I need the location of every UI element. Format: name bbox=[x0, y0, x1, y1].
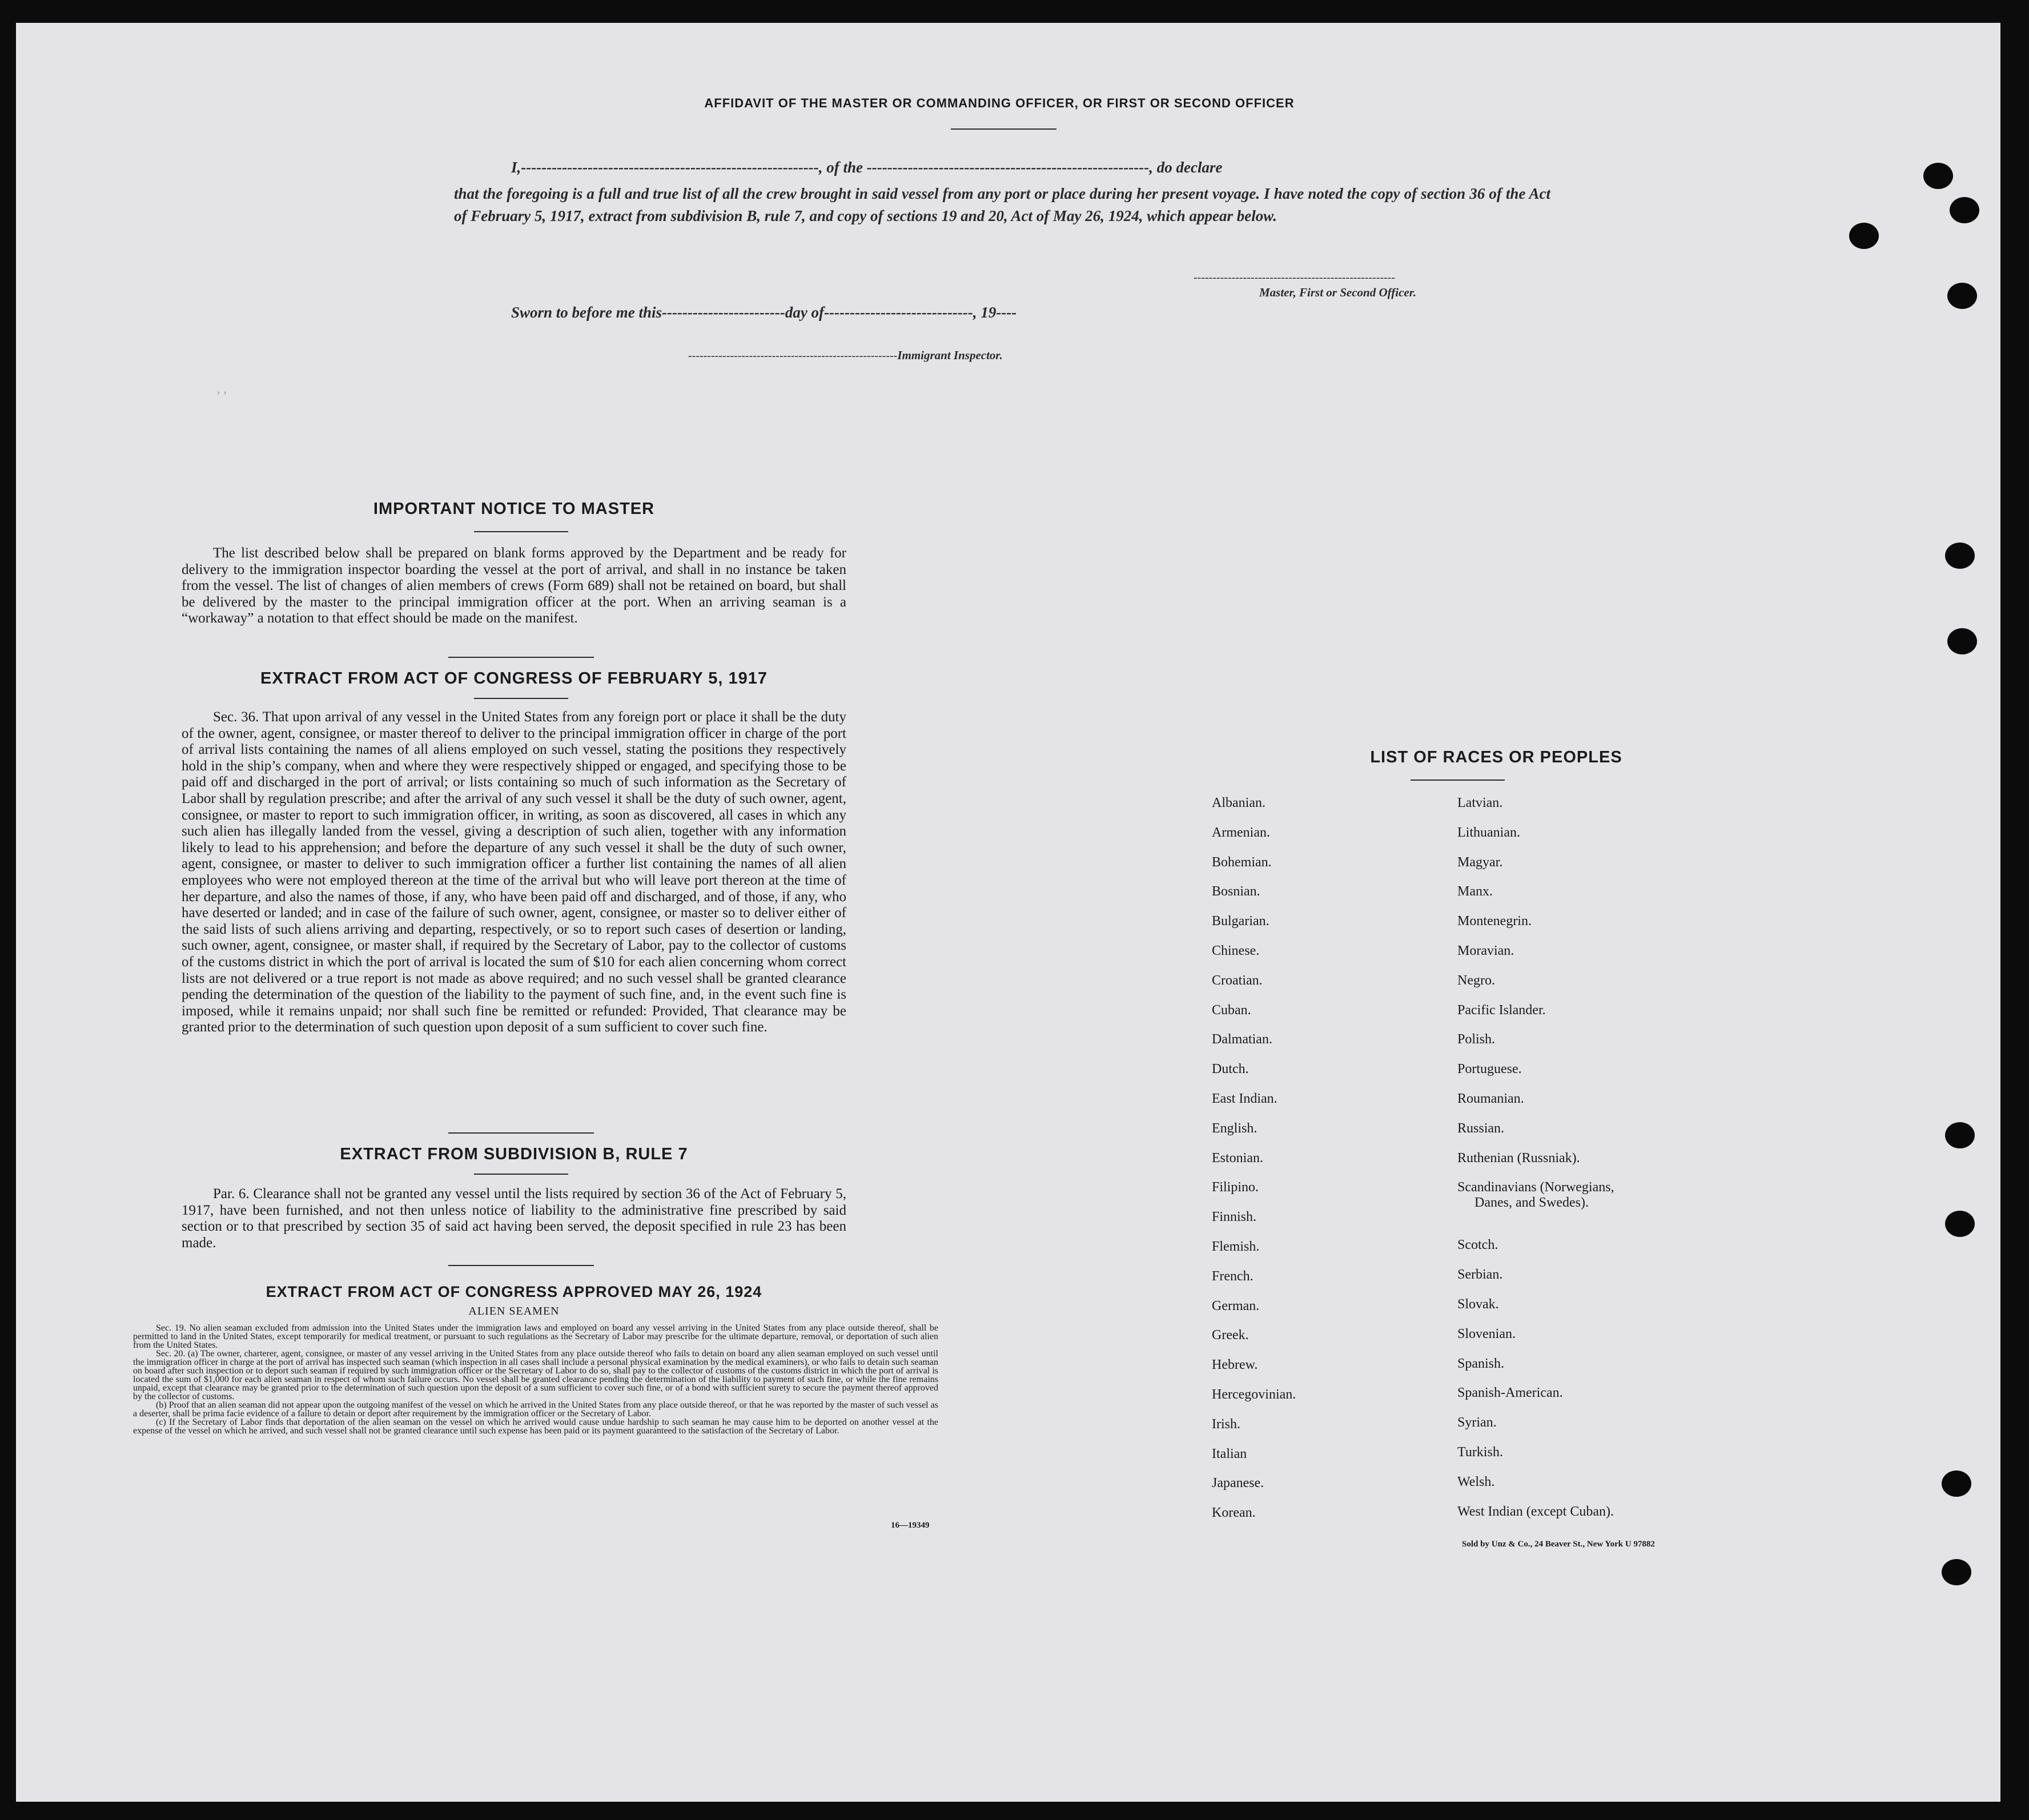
punch-hole bbox=[1942, 1471, 1971, 1497]
race-item: Pacific Islander. bbox=[1457, 1002, 1546, 1018]
signature-caption: Master, First or Second Officer. bbox=[1259, 286, 1416, 299]
race-item: Bulgarian. bbox=[1212, 914, 1269, 929]
race-item: Scandinavians (Norwegians, bbox=[1457, 1180, 1614, 1195]
race-item: Negro. bbox=[1457, 973, 1495, 988]
punch-hole bbox=[1947, 283, 1977, 309]
notice-title: IMPORTANT NOTICE TO MASTER bbox=[373, 500, 655, 518]
rule7-text: Par. 6. Clearance shall not be granted any vessel until the lists required by section 36 of the Act of February 5, 1917, have been furnished, and not then unless notice of liability to the administrative fine prescribed by said section or to that prescribed by section 35 of said act having been served, the deposit specified in rule 23 has been made. bbox=[182, 1186, 846, 1251]
affidavit-line1 bbox=[511, 159, 1550, 176]
vessel-blank: ------------------------------------------------------- bbox=[866, 159, 1150, 176]
extract-1917-underline bbox=[474, 698, 568, 699]
extract-1924-subtitle: ALIEN SEAMEN bbox=[468, 1305, 560, 1317]
race-item: Spanish. bbox=[1457, 1356, 1505, 1371]
punch-hole bbox=[1849, 223, 1879, 249]
form-number: 16—19349 bbox=[891, 1521, 930, 1530]
inspector-line bbox=[688, 348, 1003, 363]
year-blank: ---- bbox=[996, 304, 1017, 321]
of-the-label: , of the bbox=[818, 159, 863, 176]
race-item: Portuguese. bbox=[1457, 1062, 1522, 1077]
affidavit-i-label: I, bbox=[511, 159, 521, 176]
race-item: Finnish. bbox=[1212, 1210, 1257, 1225]
notice-underline bbox=[474, 531, 568, 532]
race-item: Flemish. bbox=[1212, 1239, 1260, 1254]
race-item: Manx. bbox=[1457, 884, 1493, 899]
race-item: Chinese. bbox=[1212, 943, 1260, 958]
punch-hole bbox=[1945, 543, 1975, 569]
punch-hole bbox=[1923, 163, 1953, 189]
race-item: Korean. bbox=[1212, 1505, 1256, 1521]
race-item: Ruthenian (Russniak). bbox=[1457, 1150, 1580, 1166]
rule7-title: EXTRACT FROM SUBDIVISION B, RULE 7 bbox=[340, 1145, 688, 1163]
race-item: Moravian. bbox=[1457, 943, 1514, 958]
race-item: Lithuanian. bbox=[1457, 825, 1520, 840]
race-item-continuation: Danes, and Swedes). bbox=[1474, 1195, 1589, 1211]
race-item: Magyar. bbox=[1457, 854, 1503, 870]
race-item: Hercegovinian. bbox=[1212, 1387, 1296, 1402]
day-blank: ------------------------ bbox=[662, 304, 785, 321]
sec20a-text: Sec. 20. (a) The owner, charterer, agent, consignee, or master of any vessel arriving in the United States from any place outside thereof who fails to detain on board any alien seaman employed on such vessel until the immigration officer in charge at the port of arrival has inspected such seaman (which inspection in all cases shall include a personal physical examination by the medical examiners), or who fails to detain such seaman on board after such inspection or to deport such seaman if required by such immigration officer or the Secretary of Labor to do so, shall pay to the collector of customs of the customs district in which the port of arrival is located the sum of $1,000 for each alien seaman in respect of whom such failure occurs. No vessel shall be granted clearance pending the determination of the liability to payment of such fine, or while the fine remains unpaid, except that clearance may be granted prior to the determination of such question upon the deposit of a sum sufficient to cover such fine, or of a bond with sufficient surety to secure the payment thereof approved by the collector of customs. bbox=[133, 1349, 938, 1401]
month-blank: ----------------------------- bbox=[824, 304, 973, 321]
race-item: Italian bbox=[1212, 1446, 1247, 1461]
extract-1924-text bbox=[133, 1324, 938, 1435]
race-item: Hebrew. bbox=[1212, 1357, 1258, 1373]
race-item: English. bbox=[1212, 1120, 1257, 1136]
race-item: Spanish-American. bbox=[1457, 1385, 1563, 1401]
races-underline bbox=[1411, 780, 1505, 781]
race-item: Serbian. bbox=[1457, 1267, 1503, 1283]
day-of-label: day of bbox=[785, 304, 825, 321]
punch-hole bbox=[1950, 197, 1979, 223]
race-item: West Indian (except Cuban). bbox=[1457, 1504, 1614, 1519]
sec19-text: Sec. 19. No alien seaman excluded from admission into the United States under the immigration laws and employed on board any vessel arriving in the United States from any place outside thereof, shall be permitted to land in the United States, except temporarily for medical treatment, or pursuant to such regulations as the Secretary of Labor may prescribe for the ultimate departure, removal, or deportation of such alien from the United States. bbox=[133, 1323, 938, 1350]
races-title: LIST OF RACES OR PEOPLES bbox=[1370, 748, 1622, 766]
race-item: Russian. bbox=[1457, 1120, 1505, 1136]
race-item: Syrian. bbox=[1457, 1415, 1497, 1431]
race-item: Greek. bbox=[1212, 1328, 1249, 1343]
race-item: Cuban. bbox=[1212, 1002, 1251, 1018]
race-item: Slovak. bbox=[1457, 1297, 1499, 1312]
race-item: Polish. bbox=[1457, 1032, 1496, 1047]
race-item: Scotch. bbox=[1457, 1238, 1498, 1253]
divider bbox=[448, 657, 594, 658]
affidavit-body: that the foregoing is a full and true list of all the crew brought in said vessel from any port or place during her present voyage. I have noted the copy of section 36 of the Act of February 5, 1917, extract from subdivision B, rule 7, and copy of sections 19 and 20, Act of May 26, 1924, which appear below. bbox=[454, 185, 1550, 224]
race-item: Dalmatian. bbox=[1212, 1032, 1272, 1047]
title-underline bbox=[951, 128, 1056, 130]
sec20b-text: (b) Proof that an alien seaman did not appear upon the outgoing manifest of the vessel on which he arrived in the United States from any place outside thereof, or that he was reported by the master of such vessel as a deserter, shall be prima facie evidence of a failure to detain or deport after requirement by the immigration officer or the Secretary of Labor. bbox=[133, 1400, 938, 1419]
sworn-prefix: Sworn to before me this bbox=[511, 304, 662, 321]
bleed-through-marks: ,, bbox=[217, 381, 230, 396]
inspector-blank: ------------------------------------------------------- bbox=[688, 349, 898, 362]
notice-text: The list described below shall be prepared on blank forms approved by the Department and be ready for delivery to the immigration inspector boarding the vessel at the port of arrival, and shall in no instance be taken from the vessel. The list of changes of alien members of crews (Form 689) shall not be retained on board, but shall be delivered by the master to the principal immigration officer at the port. When an arriving seaman is a “workaway” a notation to that effect should be made on the manifest. bbox=[182, 545, 846, 626]
name-blank: ---------------------------------------------------------- bbox=[521, 159, 819, 176]
punch-hole bbox=[1942, 1559, 1971, 1585]
race-item: Estonian. bbox=[1212, 1150, 1263, 1166]
rule7-underline bbox=[474, 1174, 568, 1175]
race-item: Armenian. bbox=[1212, 825, 1270, 840]
race-item: Roumanian. bbox=[1457, 1091, 1524, 1106]
sworn-line bbox=[511, 304, 1016, 322]
race-item: East Indian. bbox=[1212, 1091, 1277, 1106]
extract-1917-text: Sec. 36. That upon arrival of any vessel in the United States from any foreign port or place it shall be the duty of the owner, agent, consignee, or master thereof to deliver to the principal immigration officer in charge of the port of arrival lists containing the names of all aliens employed on such vessel, stating the positions they respectively hold in the ship’s company, when and where they were respectively shipped or engaged, and specifying those to be paid off and discharged in the port of arrival; or lists containing so much of such information as the Secretary of Labor shall by regulation prescribe; and after the arrival of any such vessel it shall be the duty of such owner, agent, consignee, or master to report to such immigration officer, in writing, as soon as discovered, all cases in which any such alien has illegally landed from the vessel, giving a description of such alien, together with any information likely to lead to his apprehension; and before the departure of any such vessel it shall be the duty of such owner, agent, consignee, or master to deliver to such immigration officer a further list containing the names of all alien employees who were not employed thereon at the time of the arrival but who will leave port thereon at the time of her departure, and also the names of those, if any, who have been paid off and discharged, and of those, if any, who have deserted or landed; and in case of the failure of such owner, agent, consignee, or master so to deliver either of the said lists of such aliens arriving and departing, respectively, or so to report such cases of desertion or landing, such owner, agent, consignee, or master shall, if required by the Secretary of Labor, pay to the collector of customs of the customs district in which the port of arrival is located the sum of $10 for each alien concerning whom correct lists are not delivered or a true report is not made as above required; and no such vessel shall be granted clearance pending the determination of the question of the liability to the payment of such fine, and, in the event such fine is imposed, while it remains unpaid; nor shall such fine be remitted or refunded: Provided, That clearance may be granted prior to the determination of such question upon deposit of a sum sufficient to cover such fine. bbox=[182, 709, 846, 1035]
race-item: Welsh. bbox=[1457, 1474, 1495, 1489]
punch-hole bbox=[1945, 1211, 1975, 1237]
punch-hole bbox=[1945, 1122, 1975, 1148]
extract-1917-title: EXTRACT FROM ACT OF CONGRESS OF FEBRUARY 5, 1917 bbox=[260, 669, 768, 688]
race-item: Slovenian. bbox=[1457, 1326, 1516, 1341]
race-item: Albanian. bbox=[1212, 796, 1265, 810]
race-item: Japanese. bbox=[1212, 1476, 1264, 1491]
declare-label: , do declare bbox=[1149, 159, 1223, 176]
affidavit-title: AFFIDAVIT OF THE MASTER OR COMMANDING OFFICER, OR FIRST OR SECOND OFFICER bbox=[704, 96, 1295, 110]
race-item: Latvian. bbox=[1457, 796, 1503, 810]
race-item: Croatian. bbox=[1212, 973, 1263, 988]
race-item: German. bbox=[1212, 1298, 1260, 1313]
sec20c-text: (c) If the Secretary of Labor finds that deportation of the alien seaman on the vessel on which he arrived would cause undue hardship to such seaman he may cause him to be deported on another vessel at the expense of the vessel on which he arrived, and such vessel shall not be granted clearance until such expense has been paid or its payment guaranteed to the satisfaction of the Secretary of Labor. bbox=[133, 1417, 938, 1436]
punch-hole bbox=[1947, 628, 1977, 654]
race-item: Irish. bbox=[1212, 1416, 1240, 1432]
signature-line: ----------------------------------------------------- bbox=[1194, 271, 1395, 284]
race-item: Bosnian. bbox=[1212, 884, 1260, 899]
year-label: , 19 bbox=[973, 304, 997, 321]
race-item: Dutch. bbox=[1212, 1062, 1249, 1077]
race-item: Filipino. bbox=[1212, 1180, 1259, 1195]
race-item: Montenegrin. bbox=[1457, 914, 1532, 929]
divider bbox=[448, 1132, 594, 1134]
race-item: Turkish. bbox=[1457, 1445, 1503, 1460]
race-item: French. bbox=[1212, 1268, 1253, 1284]
race-item: Bohemian. bbox=[1212, 854, 1272, 870]
divider bbox=[448, 1265, 594, 1266]
printer-credit: Sold by Unz & Co., 24 Beaver St., New York U 97882 bbox=[1462, 1540, 1655, 1549]
inspector-caption: Immigrant Inspector. bbox=[897, 348, 1003, 362]
extract-1924-title: EXTRACT FROM ACT OF CONGRESS APPROVED MAY 26, 1924 bbox=[266, 1283, 762, 1300]
